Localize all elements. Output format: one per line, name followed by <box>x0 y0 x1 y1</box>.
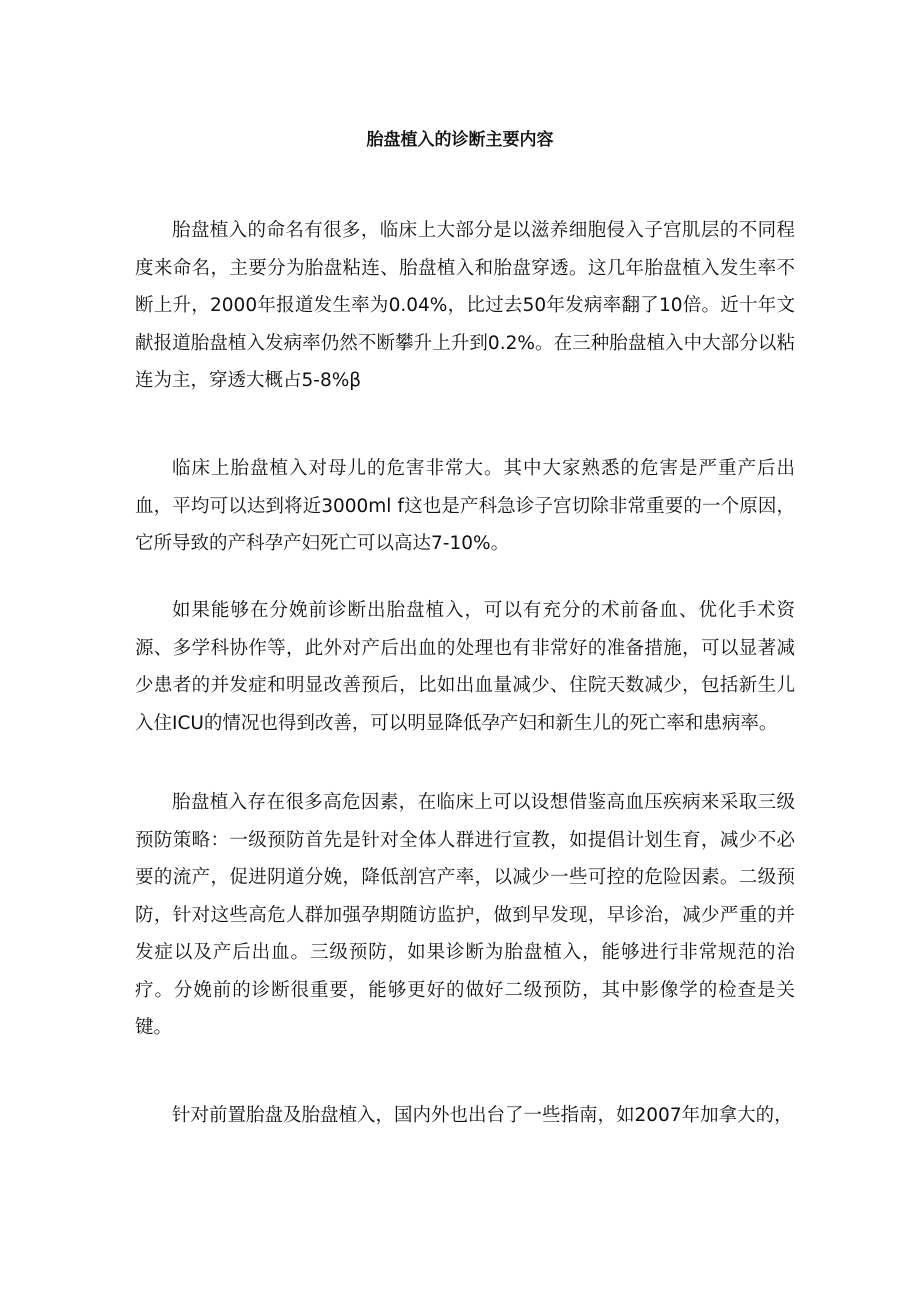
paragraph-1: 胎盘植入的命名有很多，临床上大部分是以滋养细胞侵入子宫肌层的不同程度来命名，主要分为胎盘粘连、胎盘植入和胎盘穿透。这几年胎盘植入发生率不断上升，2000年报道发生率为0.04%，比过去50年发病率翻了10倍。近十年文献报道胎盘植入发病率仍然不断攀升上升到0.2%。在三种胎盘植入中大部分以粘连为主，穿透大概占5-8%β <box>135 220 795 391</box>
paragraph-3: 如果能够在分娩前诊断出胎盘植入，可以有充分的术前备血、优化手术资源、多学科协作等，此外对产后出血的处理也有非常好的准备措施，可以显著减少患者的并发症和明显改善预后，比如出血量减少、住院天数减少，包括新生儿入住ICU的情况也得到改善，可以明显降低孕产妇和新生儿的死亡率和患病率。 <box>135 600 795 734</box>
paragraph-4: 胎盘植入存在很多高危因素，在临床上可以设想借鉴高血压疾病来采取三级预防策略：一级预防首先是针对全体人群进行宣教，如提倡计划生育，减少不必要的流产，促进阴道分娩，降低剖宫产率，以减少一些可控的危险因素。二级预防，针对这些高危人群加强孕期随访监护，做到早发现，早诊治，减少严重的并发症以及产后出血。三级预防，如果诊断为胎盘植入，能够进行非常规范的治疗。分娩前的诊断很重要，能够更好的做好二级预防，其中影像学的检查是关键。 <box>135 792 795 1038</box>
paragraph-5: 针对前置胎盘及胎盘植入，国内外也出台了一些指南，如2007年加拿大的， <box>172 1105 793 1126</box>
document-title: 胎盘植入的诊断主要内容 <box>366 130 554 150</box>
paragraph-2: 临床上胎盘植入对母儿的危害非常大。其中大家熟悉的危害是严重产后出血，平均可以达到将近3000ml f这也是产科急诊子宫切除非常重要的一个原因，它所导致的产科孕产妇死亡可以高达7-10%。 <box>135 458 795 554</box>
